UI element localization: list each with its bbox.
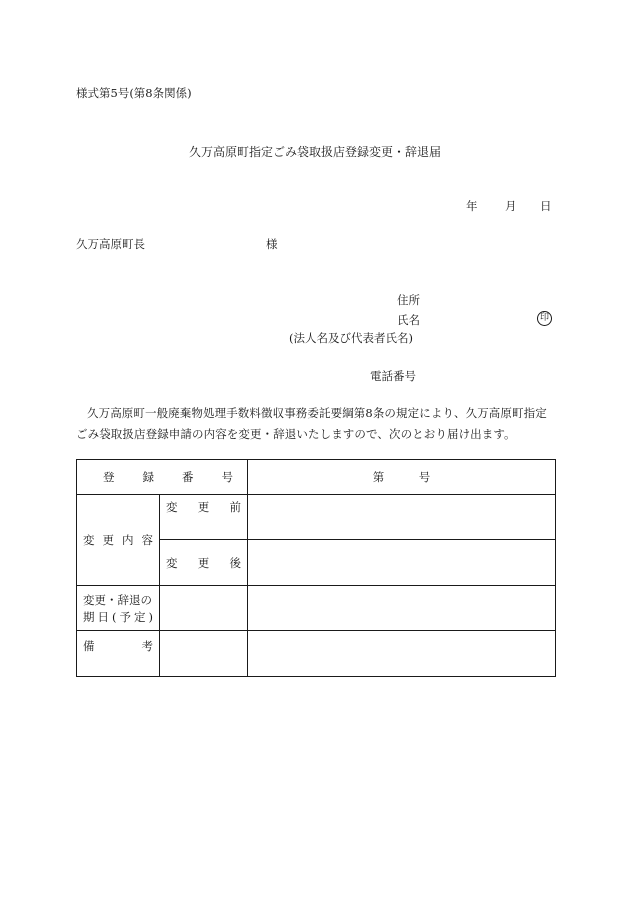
addressee: 久万高原町長 [76, 237, 145, 251]
before-label-cell [160, 495, 248, 540]
table-row [77, 631, 556, 677]
remarks-extra-cell[interactable] [248, 631, 556, 677]
before-label: 変更前 [166, 500, 241, 514]
table-row [77, 495, 556, 540]
after-value-cell[interactable] [248, 540, 556, 586]
reg-number-label: 登録番号 [103, 470, 233, 484]
reg-number-value: 第 号 [372, 470, 431, 484]
date-value-cell[interactable] [160, 586, 248, 631]
after-label: 変更後 [166, 555, 241, 570]
address-label: 住所 [397, 293, 420, 307]
form-title: 久万高原町指定ごみ袋取扱店登録変更・辞退届 [188, 145, 441, 159]
seal-mark-icon: 印 [537, 311, 552, 326]
declaration-text: 久万高原町一般廃棄物処理手数料徴収事務委託要綱第8条の規定により、久万高原町指定ごみ袋取扱店登録申請の内容を変更・辞退いたしますので、次のとおり届け出ます。 [76, 406, 547, 441]
after-label-cell [160, 540, 248, 586]
table-row [77, 460, 556, 495]
before-value-cell[interactable] [248, 495, 556, 540]
remarks-value-cell[interactable] [160, 631, 248, 677]
date-extra-cell[interactable] [248, 586, 556, 631]
honorific: 様 [266, 237, 278, 251]
registration-change-table [76, 459, 556, 677]
reg-number-value-cell[interactable] [248, 460, 556, 495]
date-year-label: 年 [466, 199, 478, 213]
corporate-name-note: (法人名及び代表者氏名) [289, 331, 413, 345]
date-month-label: 月 [505, 199, 517, 213]
form-code: 様式第5号(第8条関係) [76, 86, 192, 100]
phone-label: 電話番号 [370, 369, 416, 383]
table-row [77, 586, 556, 631]
date-label-line2: 期日(予定) [83, 610, 153, 624]
remarks-label: 備考 [83, 638, 153, 653]
remarks-label-cell [77, 631, 160, 677]
name-label: 氏名 [397, 313, 420, 327]
date-label-cell [77, 586, 160, 631]
date-label-line1: 変更・辞退の [83, 593, 152, 607]
reg-number-label-cell [77, 460, 248, 495]
date-day-label: 日 [540, 199, 552, 213]
change-content-label-cell [77, 495, 160, 586]
change-content-label: 変更内容 [83, 533, 153, 547]
